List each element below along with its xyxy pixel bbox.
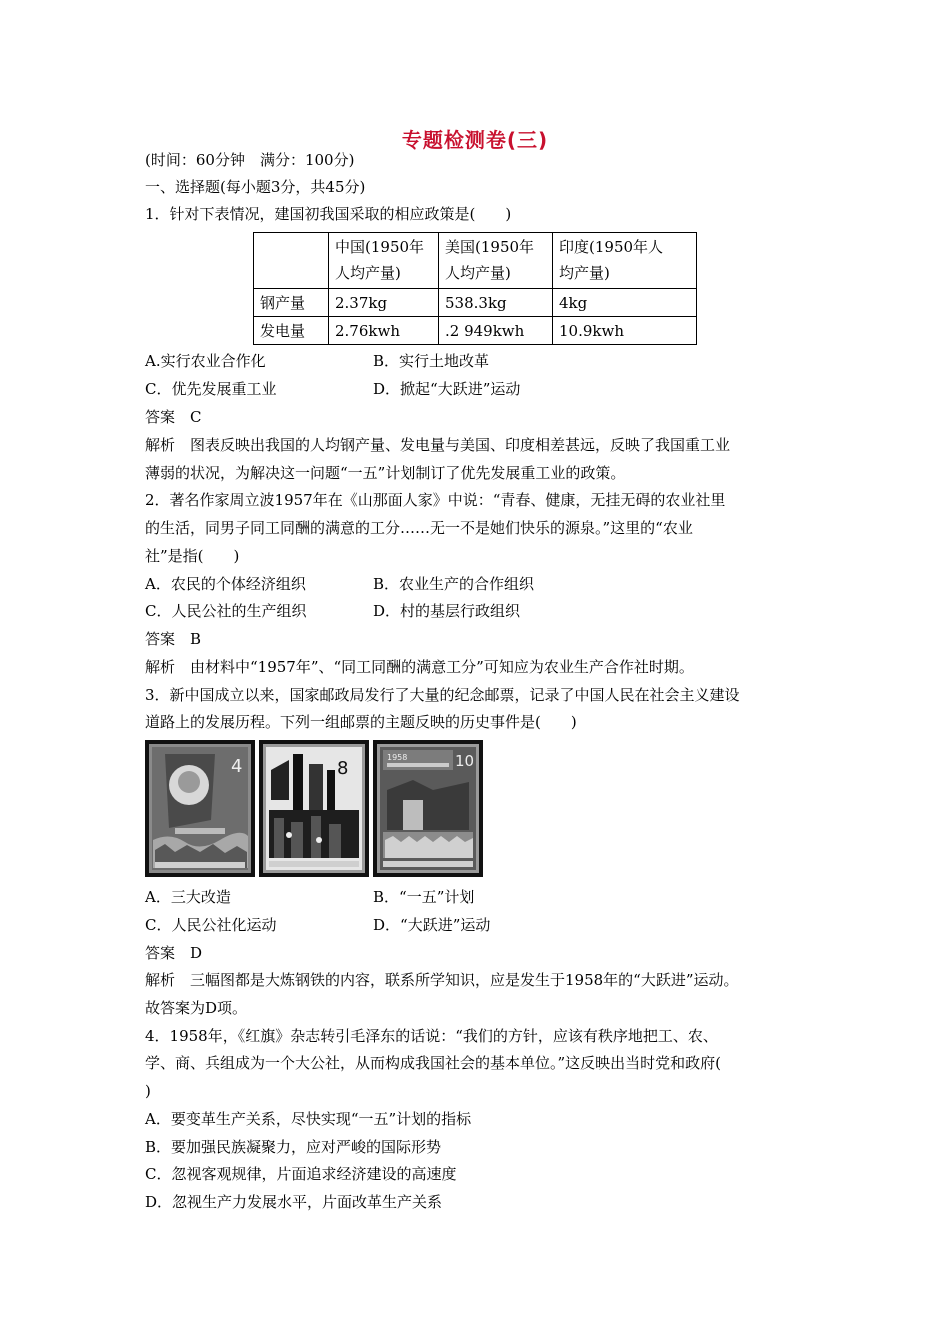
table-cell: 2.37kg bbox=[329, 289, 439, 317]
q3-answer: 答案 D bbox=[145, 944, 203, 962]
table-cell: 538.3kg bbox=[439, 289, 553, 317]
table-header-cell: 美国(1950年 人均产量) bbox=[439, 233, 553, 289]
q3-option-c: C．人民公社化运动 bbox=[145, 916, 277, 934]
question-4-stem: 学、商、兵组成为一个大公社，从而构成我国社会的基本单位。”这反映出当时党和政府( bbox=[145, 1054, 722, 1072]
question-2-stem: 的生活，同男子同工同酬的满意的工分……无一不是她们快乐的源泉。”这里的“农业 bbox=[145, 519, 693, 537]
q1-option-a: A.实行农业合作化 bbox=[145, 352, 266, 370]
q3-option-a: A．三大改造 bbox=[145, 888, 231, 906]
q1-analysis-line: 薄弱的状况，为解决这一问题“一五”计划制订了优先发展重工业的政策。 bbox=[145, 464, 626, 482]
q4-option-b: B．要加强民族凝聚力，应对严峻的国际形势 bbox=[145, 1138, 442, 1156]
stamp-group bbox=[145, 740, 483, 877]
section-heading: 一、选择题(每小题3分，共45分) bbox=[145, 178, 366, 196]
stamp-steel-furnace-icon bbox=[259, 740, 369, 877]
q3-analysis-line: 解析 三幅图都是大炼钢铁的内容，联系所学知识，应是发生于1958年的“大跃进”运动。 bbox=[145, 971, 739, 989]
q1-option-c: C．优先发展重工业 bbox=[145, 380, 277, 398]
table-row bbox=[254, 317, 697, 345]
q3-option-b: B．“一五”计划 bbox=[373, 888, 475, 906]
table-cell: 10.9kwh bbox=[553, 317, 697, 345]
table-header-cell: 印度(1950年人 均产量) bbox=[553, 233, 697, 289]
question-3-stem: 3．新中国成立以来，国家邮政局发行了大量的纪念邮票，记录了中国人民在社会主义建设 bbox=[145, 686, 740, 704]
q3-analysis-line: 故答案为D项。 bbox=[145, 999, 248, 1017]
question-2-stem: 2．著名作家周立波1957年在《山那面人家》中说：“青春、健康，无挂无碍的农业社里 bbox=[145, 491, 726, 509]
q2-option-d: D．村的基层行政组织 bbox=[373, 602, 521, 620]
table-cell: 发电量 bbox=[254, 317, 329, 345]
q2-option-b: B．农业生产的合作组织 bbox=[373, 575, 535, 593]
question-1-stem: 1．针对下表情况，建国初我国采取的相应政策是( ) bbox=[145, 205, 512, 223]
q1-analysis-line: 解析 图表反映出我国的人均钢产量、发电量与美国、印度相差甚远，反映了我国重工业 bbox=[145, 436, 731, 454]
q1-option-d: D．掀起“大跃进”运动 bbox=[373, 380, 521, 398]
q4-option-d: D．忽视生产力发展水平，片面改革生产关系 bbox=[145, 1193, 443, 1211]
q1-answer: 答案 C bbox=[145, 408, 202, 426]
page-title: 专题检测卷(三) bbox=[401, 128, 549, 152]
q4-option-c: C．忽视客观规律，片面追求经济建设的高速度 bbox=[145, 1165, 457, 1183]
q2-answer: 答案 B bbox=[145, 630, 202, 648]
q2-analysis: 解析 由材料中“1957年”、“同工同酬的满意工分”可知应为农业生产合作社时期。 bbox=[145, 658, 694, 676]
table-corner-cell bbox=[254, 233, 329, 289]
stamp-value: 4 bbox=[231, 756, 243, 777]
q2-option-c: C．人民公社的生产组织 bbox=[145, 602, 307, 620]
question-3-stem: 道路上的发展历程。下列一组邮票的主题反映的历史事件是( ) bbox=[145, 713, 577, 731]
q4-option-a: A．要变革生产关系，尽快实现“一五”计划的指标 bbox=[145, 1110, 472, 1128]
stamp-portrait-flag-icon bbox=[145, 740, 255, 877]
question-4-stem: 4．1958年，《红旗》杂志转引毛泽东的话说：“我们的方针，应该有秩序地把工、农、 bbox=[145, 1027, 718, 1045]
production-table bbox=[253, 232, 697, 345]
q3-option-d: D．“大跃进”运动 bbox=[373, 916, 491, 934]
stamp-value: 10 bbox=[455, 752, 475, 770]
stamp-factory-crowd-icon bbox=[373, 740, 483, 877]
q1-option-b: B．实行土地改革 bbox=[373, 352, 490, 370]
table-row bbox=[254, 289, 697, 317]
stamp-year: 1958 bbox=[387, 753, 408, 762]
table-header-row bbox=[254, 233, 697, 289]
q2-option-a: A．农民的个体经济组织 bbox=[145, 575, 306, 593]
question-4-stem: ) bbox=[145, 1082, 151, 1100]
table-cell: 2.76kwh bbox=[329, 317, 439, 345]
table-cell: 钢产量 bbox=[254, 289, 329, 317]
question-2-stem: 社”是指( ) bbox=[145, 547, 240, 565]
exam-meta: (时间：60分钟 满分：100分) bbox=[145, 151, 355, 169]
table-header-cell: 中国(1950年 人均产量) bbox=[329, 233, 439, 289]
table-cell: .2 949kwh bbox=[439, 317, 553, 345]
stamp-value: 8 bbox=[337, 758, 349, 779]
table-cell: 4kg bbox=[553, 289, 697, 317]
